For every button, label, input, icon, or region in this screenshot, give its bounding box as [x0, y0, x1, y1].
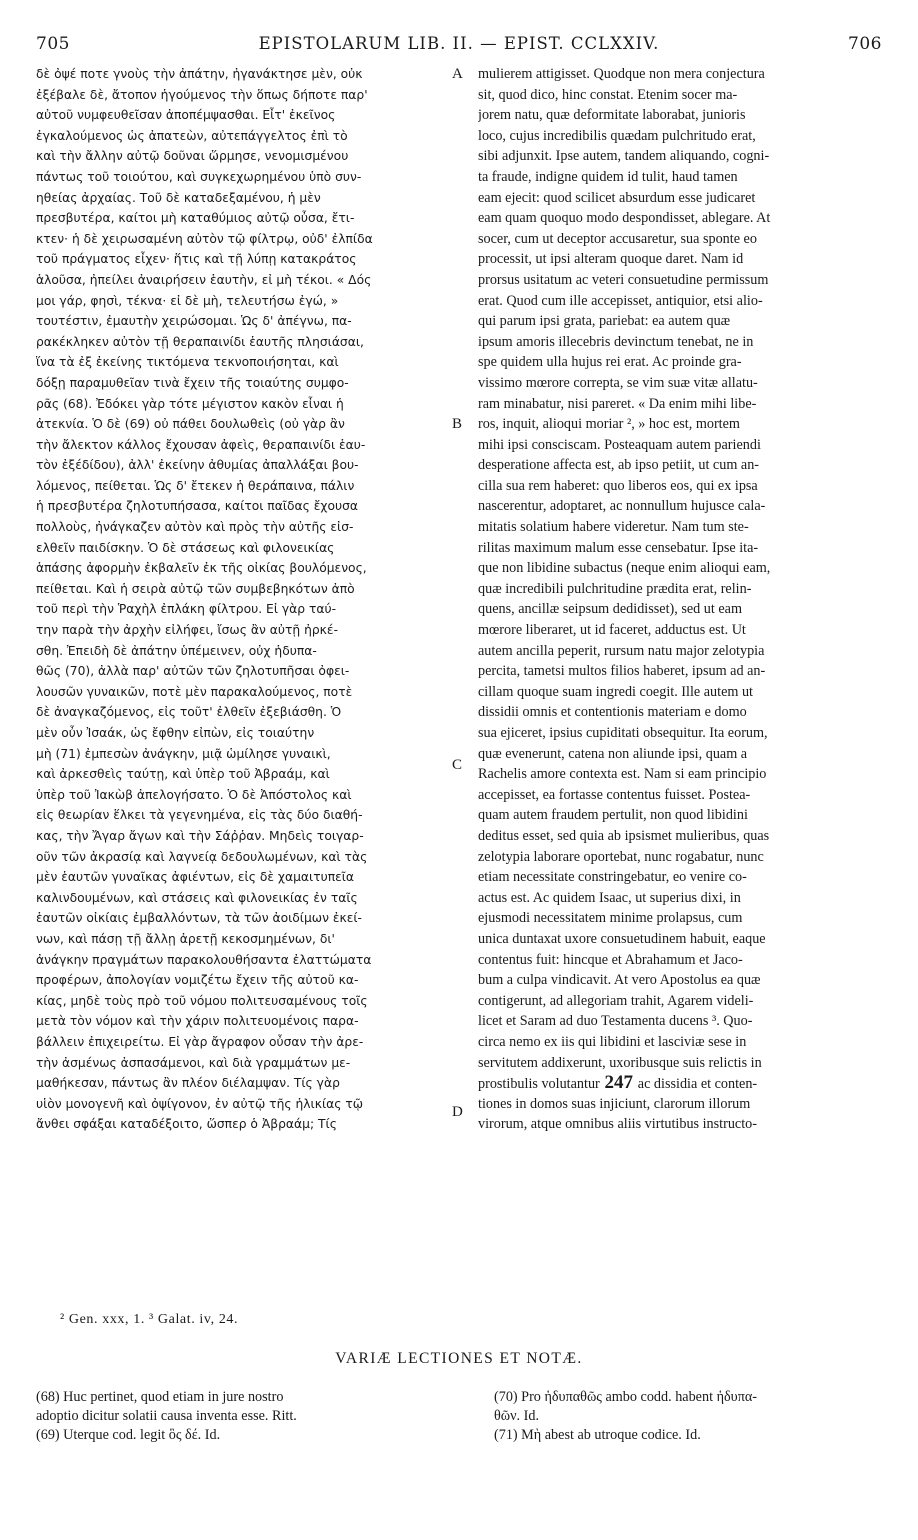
greek-line: πάντως τοῦ τοιούτου, καὶ συγκεχωρημένου ὑπὸ συν-: [36, 169, 362, 184]
latin-line: loco, cujus incredibilis quædam pulchritudo erat,: [478, 127, 756, 144]
latin-line: sit, quod dico, hinc constat. Etenim socer ma-: [478, 86, 738, 103]
greek-line: προφέρων, ἀπολογίαν νομιζέτω ἔχειν τῆς αὐτοῦ κα-: [36, 973, 359, 988]
latin-line: vissimo mœrore correpta, se vim suæ vitæ allatu-: [478, 374, 758, 391]
margin-letter-a: A: [452, 66, 463, 82]
greek-line: βάλλειν ἐπιχειρείτω. Εἰ γὰρ ἄγραφον οὖσαν τὴν ἀρε-: [36, 1034, 364, 1049]
latin-line: desperatione affecta est, ab ipso petiit, ut cum an-: [478, 457, 760, 474]
page-marker-247: 247: [599, 1073, 638, 1094]
greek-line: ηθείας ἀρχαίας. Τοῦ δὲ καταδεξαμένου, ἡ μὲν: [36, 190, 321, 205]
latin-line: contigerunt, ad allegoriam trahit, Agarem videli-: [478, 992, 754, 1009]
note-line: (69) Uterque cod. legit ὃς δέ. Id.: [36, 1427, 221, 1443]
latin-line: ta fraude, indigne quidem id tulit, haud tamen: [478, 168, 738, 185]
latin-line: sua ejiceret, ipsius cupiditati obsequitur. Ita eorum,: [478, 725, 768, 741]
greek-line: τὸν ἐξέδίδου), ἀλλ' ἐκείνην ἀθυμίας ἀπαλλάξαι βου-: [36, 458, 359, 473]
latin-line: ejusmodi necessitatem minime prolapsus, cum: [478, 910, 743, 927]
greek-line: πολλοὺς, ἠνάγκαζεν αὐτὸν καὶ πρὸς τὴν αὐτῆς εἰσ-: [36, 520, 354, 535]
greek-line: μετὰ τὸν νόμον καὶ τὴν χάριν πολιτευομένοις παρα-: [36, 1014, 359, 1029]
greek-line: ἑαυτῶν οἰκίαις ἐμβαλλόντων, τὰ τῶν ἀοιδίμων ἐκεί-: [36, 911, 362, 926]
latin-line: mulierem attigisset. Quodque non mera conjectura: [478, 66, 765, 82]
latin-line: deditus esset, sed quia ab ipsismet mulieribus, quas: [478, 827, 770, 844]
latin-line: dissidii omnis et contentionis materiam e domo: [478, 704, 747, 721]
latin-line-tail: ac dissidia et conten-: [637, 1076, 758, 1093]
greek-line: μὲν οὖν Ἰσαάκ, ὡς ἔφθην εἰπὼν, εἰς τοιαύτην: [36, 726, 315, 740]
greek-line: ἀτεκνία. Ὁ δὲ (69) οὐ πάθει δουλωθεὶς (οὐ γὰρ ἂν: [36, 417, 345, 432]
latin-line: Rachelis amore contexta est. Nam si eam principio: [478, 766, 767, 783]
latin-line: mihi ipsi consciscam. Posteaquam autem pariendi: [478, 436, 761, 453]
latin-line: accepisset, ea fortasse contentus fuisset. Postea-: [478, 786, 751, 803]
greek-line: τοῦ περὶ τὴν Ῥαχὴλ ἐπλάκη φίλτρου. Εἰ γὰρ ταύ-: [36, 602, 337, 617]
greek-line: καὶ ἀρκεσθεὶς ταύτῃ, καὶ ὑπὲρ τοῦ Ἀβραάμ, καὶ: [36, 767, 330, 782]
note-line: (70) Pro ἡδυπαθῶς ambo codd. habent ἡδυπα-: [494, 1389, 758, 1405]
greek-line: τουτέστιν, ἐμαυτὴν χειρώσομαι. Ὡς δ' ἀπέγνω, πα-: [36, 314, 352, 329]
greek-line: νων, καὶ πάσῃ τῇ ἄλλῃ ἀρετῇ κεκοσμημένων, δι': [36, 931, 335, 946]
greek-line: δόξῃ παραμυθεῖαν τινὰ ἔχειν τῆς τοιαύτης συμφο-: [36, 375, 349, 390]
latin-line: quens, ancillæ seipsum dedidisset), sed ut eam: [478, 601, 742, 618]
latin-line: processit, ut ipsi alteram quoque daret. Nam id: [478, 251, 744, 268]
latin-line: qui parum ipsi grata, pariebat: ea autem quæ: [478, 313, 731, 330]
greek-line: οῦν τῶν ἀκρασίᾳ καὶ λαγνείᾳ δεδουλωμένων, καὶ τὰς: [36, 849, 368, 864]
latin-line: quæ incredibili pulchritudine prædita erat, relin-: [478, 580, 752, 597]
latin-line: ros, inquit, alioqui moriar ², » hoc est, mortem: [478, 416, 740, 433]
greek-line: λόμενος, πείθεται. Ὡς δ' ἔτεκεν ἡ θεράπαινα, πάλιν: [36, 478, 355, 493]
latin-line: jorem natu, quæ deformitate laborabat, junioris: [478, 107, 746, 124]
latin-line: eam quam quoquo modo despondisset, ablegare. At: [478, 210, 771, 227]
greek-line: πρεσβυτέρα, καίτοι μὴ καταθύμιος αὐτῷ οὖσα, ἔτι-: [36, 211, 355, 226]
latin-text-column: [478, 64, 882, 1304]
latin-line: quæ evenerunt, catena non aliunde ipsi, quam a: [478, 745, 748, 762]
greek-line: ἄνθει σφάξαι καταδέξοιτο, ὥσπερ ὁ Ἀβραάμ; Τίς: [36, 1117, 337, 1132]
latin-line: circa nemo ex iis qui libidini et lasciviæ sese in: [478, 1033, 747, 1050]
greek-line: ἵνα τὰ ἐξ ἐκείνης τικτόμενα τεκνοποιήσηται, καὶ: [36, 355, 339, 370]
latin-line: erat. Quod cum ille accepisset, antiquior, etsi alio-: [478, 292, 763, 309]
latin-line: servitutem addixerunt, uxoribusque suis relictis in: [478, 1054, 762, 1071]
latin-line: virorum, atque omnibus aliis virtutibus instructo-: [478, 1116, 757, 1133]
greek-line: λουσῶν γυναικῶν, ποτὲ μὲν παρακαλούμενος, ποτὲ: [36, 684, 353, 699]
note-line: (71) Μὴ abest ab utroque codice. Id.: [494, 1427, 701, 1443]
latin-line: percita, tametsi multos filios haberet, ipsum ad an-: [478, 663, 766, 680]
greek-line: θῶς (70), ἀλλὰ παρ' αὐτῶν τῶν ζηλοτυπῆσαι ὀφει-: [36, 664, 350, 679]
greek-line: ἀνάγκην πραγμάτων παρακολουθήσαντα ἐλαττώματα: [36, 952, 372, 967]
latin-line: bum a culpa vindicavit. At vero Apostolus ea quæ: [478, 972, 761, 989]
greek-line: σθη. Ἐπειδὴ δὲ ἀπάτην ὑπέμεινεν, οὐχ ἡδυπα-: [36, 643, 317, 658]
latin-line: prorsus usitatum ac veteri consuetudine permissum: [478, 271, 769, 288]
note-line: adoptio dicitur solatii causa inventa esse. Ritt.: [36, 1408, 297, 1424]
latin-line: prostibulis volutantur 247 ac dissidia et conten-: [478, 1073, 758, 1094]
note-line: θῶν. Id.: [494, 1408, 540, 1424]
latin-line: tiones in domos suas injiciunt, clarorum illorum: [478, 1095, 751, 1112]
greek-line: ελθεῖν παιδίσκην. Ὁ δὲ στάσεως καὶ φιλονεικίας: [36, 540, 335, 555]
greek-line: ὑπὲρ τοῦ Ἰακὼβ ἀπελογήσατο. Ὁ δὲ Ἀπόστολος καὶ: [36, 787, 352, 802]
latin-line: spe quidem ulla hujus rei erat. Ac proinde gra-: [478, 354, 742, 371]
greek-line: πείθεται. Καὶ ἡ σειρὰ αὐτῷ τῶν συμβεβηκότων ἀπὸ: [36, 581, 355, 596]
greek-line: υἱὸν μονογενῆ καὶ ὀψίγονον, ἐν αὐτῷ τῆς ἡλικίας τῷ: [36, 1096, 364, 1111]
margin-letter-c: C: [452, 757, 463, 773]
greek-line: μαθήκεσαν, πάντως ἂν πλέον διέλαμψαν. Τίς γὰρ: [36, 1076, 340, 1091]
greek-line: ἁπάσης ἀφορμὴν ἐκβαλεῖν ἐκ τῆς οἰκίας βουλόμενος,: [36, 561, 367, 576]
greek-line: την παρὰ τὴν ἀρχὴν εἰλήφει, ἴσως ἂν αὐτῇ ἠρκέ-: [36, 623, 339, 638]
greek-line: καὶ τὴν ἄλλην αὐτῷ δοῦναι ὥρμησε, νενομισμένου: [36, 149, 349, 164]
greek-line: τὴν ἀσμένως ἀσπασάμενοι, καὶ διὰ γραμμάτων με-: [36, 1055, 351, 1070]
greek-line: ἐγκαλούμενος ὡς ἀπατεὼν, αὐτεπάγγελτος ἐπὶ τὸ: [36, 128, 348, 143]
latin-line: cilla sua rem haberet: quo liberos eos, qui ex ipsa: [478, 477, 758, 494]
greek-line: μὲν ἑαυτῶν γυναῖκας ἀφιέντων, εἰς δὲ χαμαιτυπεῖα: [36, 870, 355, 885]
greek-line: ἁλοῦσα, ἠπείλει ἀναιρήσειν ἑαυτὴν, εἰ μὴ τέκοι. « Δός: [36, 272, 372, 287]
latin-line: mœrore liberaret, ut id faceret, adductus est. Ut: [478, 622, 746, 639]
page-number-left: 705: [36, 34, 70, 54]
notes-left-column: [36, 1388, 456, 1445]
greek-line: κίας, μηδὲ τοὺς πρὸ τοῦ νόμου πολιτευσαμένους τοῖς: [36, 993, 368, 1008]
greek-line: ρᾶς (68). Ἐδόκει γὰρ τότε μέγιστον κακὸν εἶναι ἡ: [36, 396, 344, 411]
latin-line: ipsum amoris illecebris devinctum tenebat, ne in: [478, 333, 754, 350]
margin-letter-d: D: [452, 1104, 463, 1120]
latin-line: mitatis solatium habere videretur. Nam tum ste-: [478, 519, 749, 536]
greek-text-column: [36, 64, 450, 1304]
page-header: [36, 34, 882, 60]
latin-line: nascerentur, adoptaret, ac nonnullum hujusce cala-: [478, 498, 766, 515]
latin-line: eam ejecit: quod scilicet absurdum esse judicaret: [478, 189, 756, 206]
greek-line: τὴν ἄλεκτον κάλλος ἔχουσαν ἀφεὶς, θεραπαινίδι ἑαυ-: [36, 437, 366, 452]
latin-line: zelotypia laborare oportebat, nunc rogabatur, nunc: [478, 848, 764, 865]
greek-line: ἡ πρεσβυτέρα ζηλοτυπήσασα, καίτοι παῖδας ἔχουσα: [36, 499, 359, 514]
notes-title: VARIÆ LECTIONES ET NOTÆ.: [335, 1350, 583, 1367]
latin-line: rilitas maximum malum esse censebatur. Ipse ita-: [478, 539, 759, 556]
greek-line: ρακέκληκεν αὐτὸν τῇ θεραπαινίδι ἑαυτῆς πλησιάσαι,: [36, 334, 364, 349]
greek-line: εἰς θεωρίαν ἕλκει τὰ γεγενημένα, εἰς τὰς δύο διαθή-: [36, 808, 363, 823]
greek-line: τοῦ πράγματος εἶχεν· ἥτις καὶ τῇ λύπῃ κατακράτος: [36, 252, 357, 267]
note-line: (68) Huc pertinet, quod etiam in jure nostro: [36, 1389, 284, 1405]
latin-line: etiam necessitate constringebatur, eo venire co-: [478, 869, 747, 886]
latin-line: quam autem fraudem pertulit, non quod libidini: [478, 807, 748, 824]
latin-line: actus est. Ac quidem Isaac, ut superius dixi, in: [478, 889, 741, 906]
margin-letter-b: B: [452, 416, 463, 432]
greek-line: δὲ ὀψέ ποτε γνοὺς τὴν ἀπάτην, ἠγανάκτησε μὲν, οὐκ: [36, 67, 363, 81]
greek-line: ἐξέβαλε δὲ, ἄτοπον ἡγούμενος τὴν ὅπως δήποτε παρ': [36, 87, 368, 102]
greek-line: μοι γάρ, φησὶ, τέκνα· εἰ δὲ μὴ, τελευτήσω ἐγώ, »: [36, 293, 339, 308]
latin-line: que non libidine subactus (neque enim alioqui eam,: [478, 560, 771, 577]
latin-line: ram minabatur, nisi pareret. « Da enim mihi libe-: [478, 395, 757, 412]
latin-line: cillam quoque suam ingredi coegit. Ille autem ut: [478, 683, 754, 700]
greek-line: μὴ (71) ἐμπεσὼν ἀνάγκην, μιᾷ ὡμίλησε γυναικὶ,: [36, 746, 331, 761]
latin-line: sibi adjunxit. Ipse autem, tandem aliquando, cogni-: [478, 148, 770, 165]
latin-line: unica duntaxat uxore consuetudinem habuit, eaque: [478, 930, 766, 947]
latin-line: contentus fuit: hincque et Abrahamum et Jaco-: [478, 951, 743, 968]
latin-line: socer, cum ut deceptor accusaretur, sua sponte eo: [478, 230, 757, 247]
greek-line: κας, τὴν Ἄγαρ ἄγων καὶ τὴν Σάῤῥαν. Μηδεὶς τοιγαρ-: [36, 828, 364, 843]
greek-line: καλινδουμένων, καὶ στάσεις καὶ φιλονεικίας ἐν ταῖς: [36, 890, 358, 905]
latin-line: licet et Saram ad duo Testamenta ducens ³. Quo-: [478, 1013, 753, 1030]
greek-line: κτεν· ἡ δὲ χειρωσαμένη αὐτὸν τῷ φίλτρῳ, οὐδ' ἐλπίδα: [36, 231, 373, 246]
page-number-right: 706: [848, 34, 882, 54]
footnotes: ² Gen. xxx, 1. ³ Galat. iv, 24.: [60, 1312, 239, 1327]
notes-right-column: [494, 1388, 894, 1445]
greek-line: αὐτοῦ νυμφευθεῖσαν ἀποπέμψασθαι. Εἶτ' ἐκεῖνος: [36, 108, 336, 123]
greek-line: δὲ ἀναγκαζόμενος, εἰς τοῦτ' ἐλθεῖν ἐξεβιάσθη. Ὁ: [36, 705, 342, 720]
running-title: EPISTOLARUM LIB. II. — EPIST. CCLXXIV.: [258, 34, 660, 53]
latin-line: autem ancilla peperit, rursum natu major zelotypia: [478, 642, 765, 659]
